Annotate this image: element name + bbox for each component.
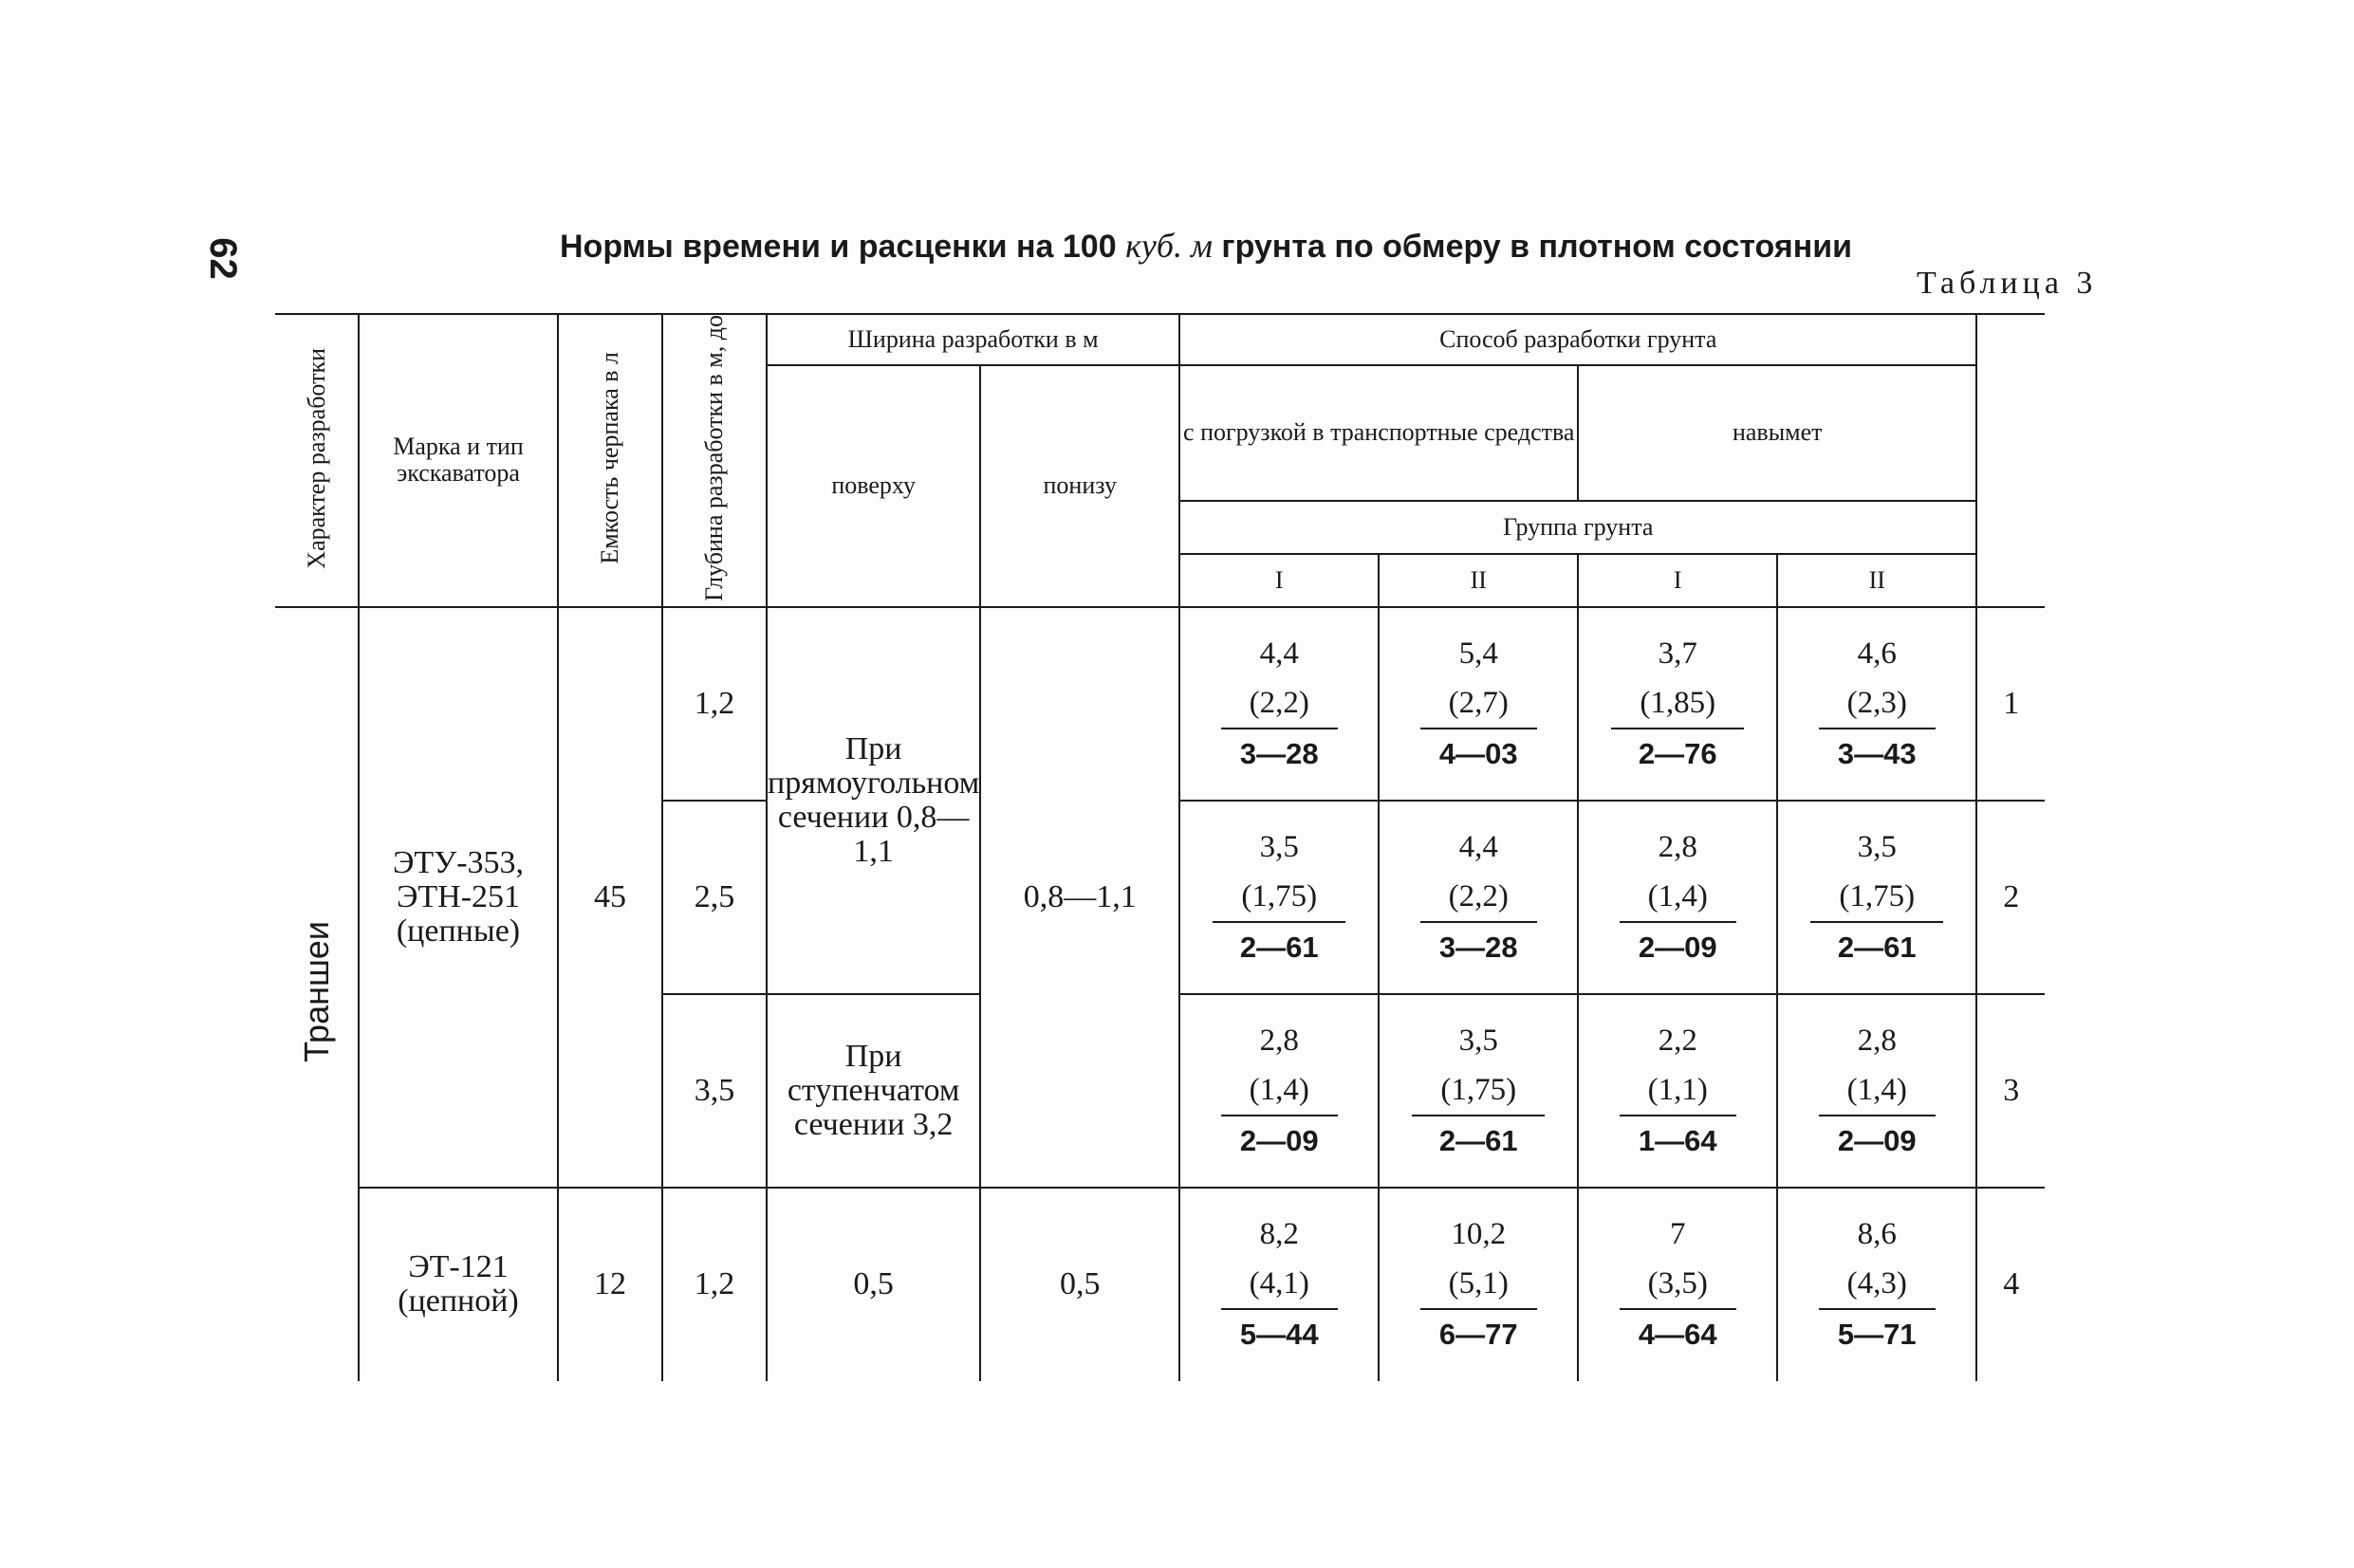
norm-value: 8,2	[1259, 1217, 1299, 1252]
norm-cell	[1578, 607, 1777, 801]
depth-value: 2,5	[662, 801, 767, 994]
norm-cell	[1179, 1188, 1379, 1381]
depth-value: 1,2	[662, 1188, 767, 1381]
table-row	[275, 1188, 2045, 1381]
row-number: 1	[1976, 607, 2045, 801]
price-value: 3—28	[1239, 736, 1319, 770]
excavator-brand: ЭТ-121 (цепной)	[359, 1188, 558, 1381]
page-number: 62	[201, 237, 244, 280]
header-character	[275, 314, 359, 607]
width-top-value: 0,5	[767, 1188, 980, 1381]
norm-paren: (1,4)	[1819, 1065, 1936, 1116]
header-row-1	[275, 314, 2045, 365]
table-label: Таблица 3	[1917, 266, 2098, 301]
price-value: 2—61	[1438, 1123, 1518, 1157]
norm-paren: (1,75)	[1213, 872, 1345, 923]
header-soil-group: Группа грунта	[1179, 501, 1976, 554]
header-depth-label: Глубина разработки в м, до	[700, 315, 728, 601]
trench-cell	[275, 607, 359, 1381]
norm-paren: (1,75)	[1412, 1065, 1545, 1116]
norm-paren: (2,3)	[1819, 678, 1936, 729]
norm-cell	[1777, 801, 1976, 994]
norm-paren: (2,7)	[1420, 678, 1537, 729]
norm-cell	[1578, 1188, 1777, 1381]
row-number: 4	[1976, 1188, 2045, 1381]
header-group-1-dump: I	[1578, 554, 1777, 607]
price-value: 6—77	[1438, 1318, 1518, 1352]
norm-paren: (2,2)	[1420, 872, 1537, 923]
excavator-brand: ЭТУ-353, ЭТН-251 (цепные)	[359, 607, 558, 1188]
excavator-capacity: 45	[558, 607, 662, 1188]
table-row	[275, 607, 2045, 801]
header-group-1-load: I	[1179, 554, 1379, 607]
width-top-rect: При прямоугольном сечении 0,8—1,1	[767, 607, 980, 994]
header-method-dump: навымет	[1578, 365, 1976, 501]
row-number: 3	[1976, 994, 2045, 1188]
norm-paren: (4,1)	[1221, 1259, 1338, 1310]
norm-paren: (1,4)	[1620, 872, 1736, 923]
norm-cell	[1578, 994, 1777, 1188]
norm-paren: (1,4)	[1221, 1065, 1338, 1116]
depth-value: 3,5	[662, 994, 767, 1188]
price-value: 5—71	[1837, 1318, 1917, 1352]
norm-value: 5,4	[1458, 636, 1498, 671]
header-character-label: Характер разработки	[302, 347, 330, 569]
title-text-start: Нормы времени и расценки на 100	[560, 229, 1126, 265]
norm-cell	[1179, 607, 1379, 801]
excavator-capacity: 12	[558, 1188, 662, 1381]
norm-value: 7	[1670, 1217, 1686, 1252]
header-group-2-load: II	[1379, 554, 1578, 607]
norm-value: 2,8	[1857, 1023, 1897, 1058]
row-number: 2	[1976, 801, 2045, 994]
header-brand: Марка и тип экскаватора	[359, 314, 558, 607]
header-method-load: с погрузкой в транспортные средства	[1179, 365, 1578, 501]
header-capacity	[558, 314, 662, 607]
title-text-end: грунта по обмеру в плотном состоянии	[1212, 229, 1853, 265]
header-group-2-dump: II	[1777, 554, 1976, 607]
header-capacity-label: Емкость черпака в л	[596, 352, 623, 564]
page-title	[560, 226, 1907, 266]
norm-value: 4,4	[1259, 636, 1299, 671]
norm-cell	[1379, 1188, 1578, 1381]
price-value: 4—64	[1638, 1318, 1717, 1352]
norm-paren: (3,5)	[1620, 1259, 1736, 1310]
norm-value: 8,6	[1857, 1217, 1897, 1252]
norm-cell	[1379, 994, 1578, 1188]
norm-value: 10,2	[1451, 1217, 1507, 1252]
norm-value: 4,4	[1458, 829, 1498, 864]
price-value: 3—43	[1837, 736, 1917, 770]
norm-cell	[1179, 801, 1379, 994]
norm-paren: (1,85)	[1611, 678, 1744, 729]
depth-value: 1,2	[662, 607, 767, 801]
title-unit: куб. м	[1125, 227, 1213, 265]
norm-paren: (5,1)	[1420, 1259, 1537, 1310]
norm-value: 3,5	[1857, 829, 1897, 864]
norm-cell	[1777, 1188, 1976, 1381]
header-rownum	[1976, 314, 2045, 607]
width-bottom-value: 0,5	[980, 1188, 1179, 1381]
norm-paren: (1,75)	[1810, 872, 1943, 923]
header-depth	[662, 314, 767, 607]
header-method-group: Способ разработки грунта	[1179, 314, 1976, 365]
norms-table	[275, 313, 2045, 1381]
norm-cell	[1379, 801, 1578, 994]
norm-paren: (2,2)	[1221, 678, 1338, 729]
norm-value: 2,2	[1658, 1023, 1697, 1058]
norm-cell	[1179, 994, 1379, 1188]
price-value: 2—09	[1239, 1123, 1319, 1157]
norm-value: 3,5	[1259, 829, 1299, 864]
price-value: 3—28	[1438, 930, 1518, 964]
norm-cell	[1379, 607, 1578, 801]
norm-cell	[1777, 607, 1976, 801]
header-width-top: поверху	[767, 365, 980, 607]
norm-cell	[1777, 994, 1976, 1188]
norm-value: 4,6	[1857, 636, 1897, 671]
width-bottom-value: 0,8—1,1	[980, 607, 1179, 1188]
norm-paren: (4,3)	[1819, 1259, 1936, 1310]
header-width-group: Ширина разработки в м	[767, 314, 1179, 365]
price-value: 5—44	[1239, 1318, 1319, 1352]
price-value: 2—61	[1239, 930, 1319, 964]
norm-value: 3,7	[1658, 636, 1697, 671]
price-value: 2—76	[1638, 736, 1717, 770]
header-width-bottom: понизу	[980, 365, 1179, 607]
norm-value: 3,5	[1458, 1023, 1498, 1058]
norm-paren: (1,1)	[1620, 1065, 1736, 1116]
price-value: 2—61	[1837, 930, 1917, 964]
price-value: 1—64	[1638, 1123, 1717, 1157]
trench-label: Траншеи	[296, 921, 336, 1063]
price-value: 2—09	[1638, 930, 1717, 964]
price-value: 2—09	[1837, 1123, 1917, 1157]
price-value: 4—03	[1438, 736, 1518, 770]
norm-value: 2,8	[1259, 1023, 1299, 1058]
norm-cell	[1578, 801, 1777, 994]
width-top-step: При ступенчатом сечении 3,2	[767, 994, 980, 1188]
norm-value: 2,8	[1658, 829, 1697, 864]
